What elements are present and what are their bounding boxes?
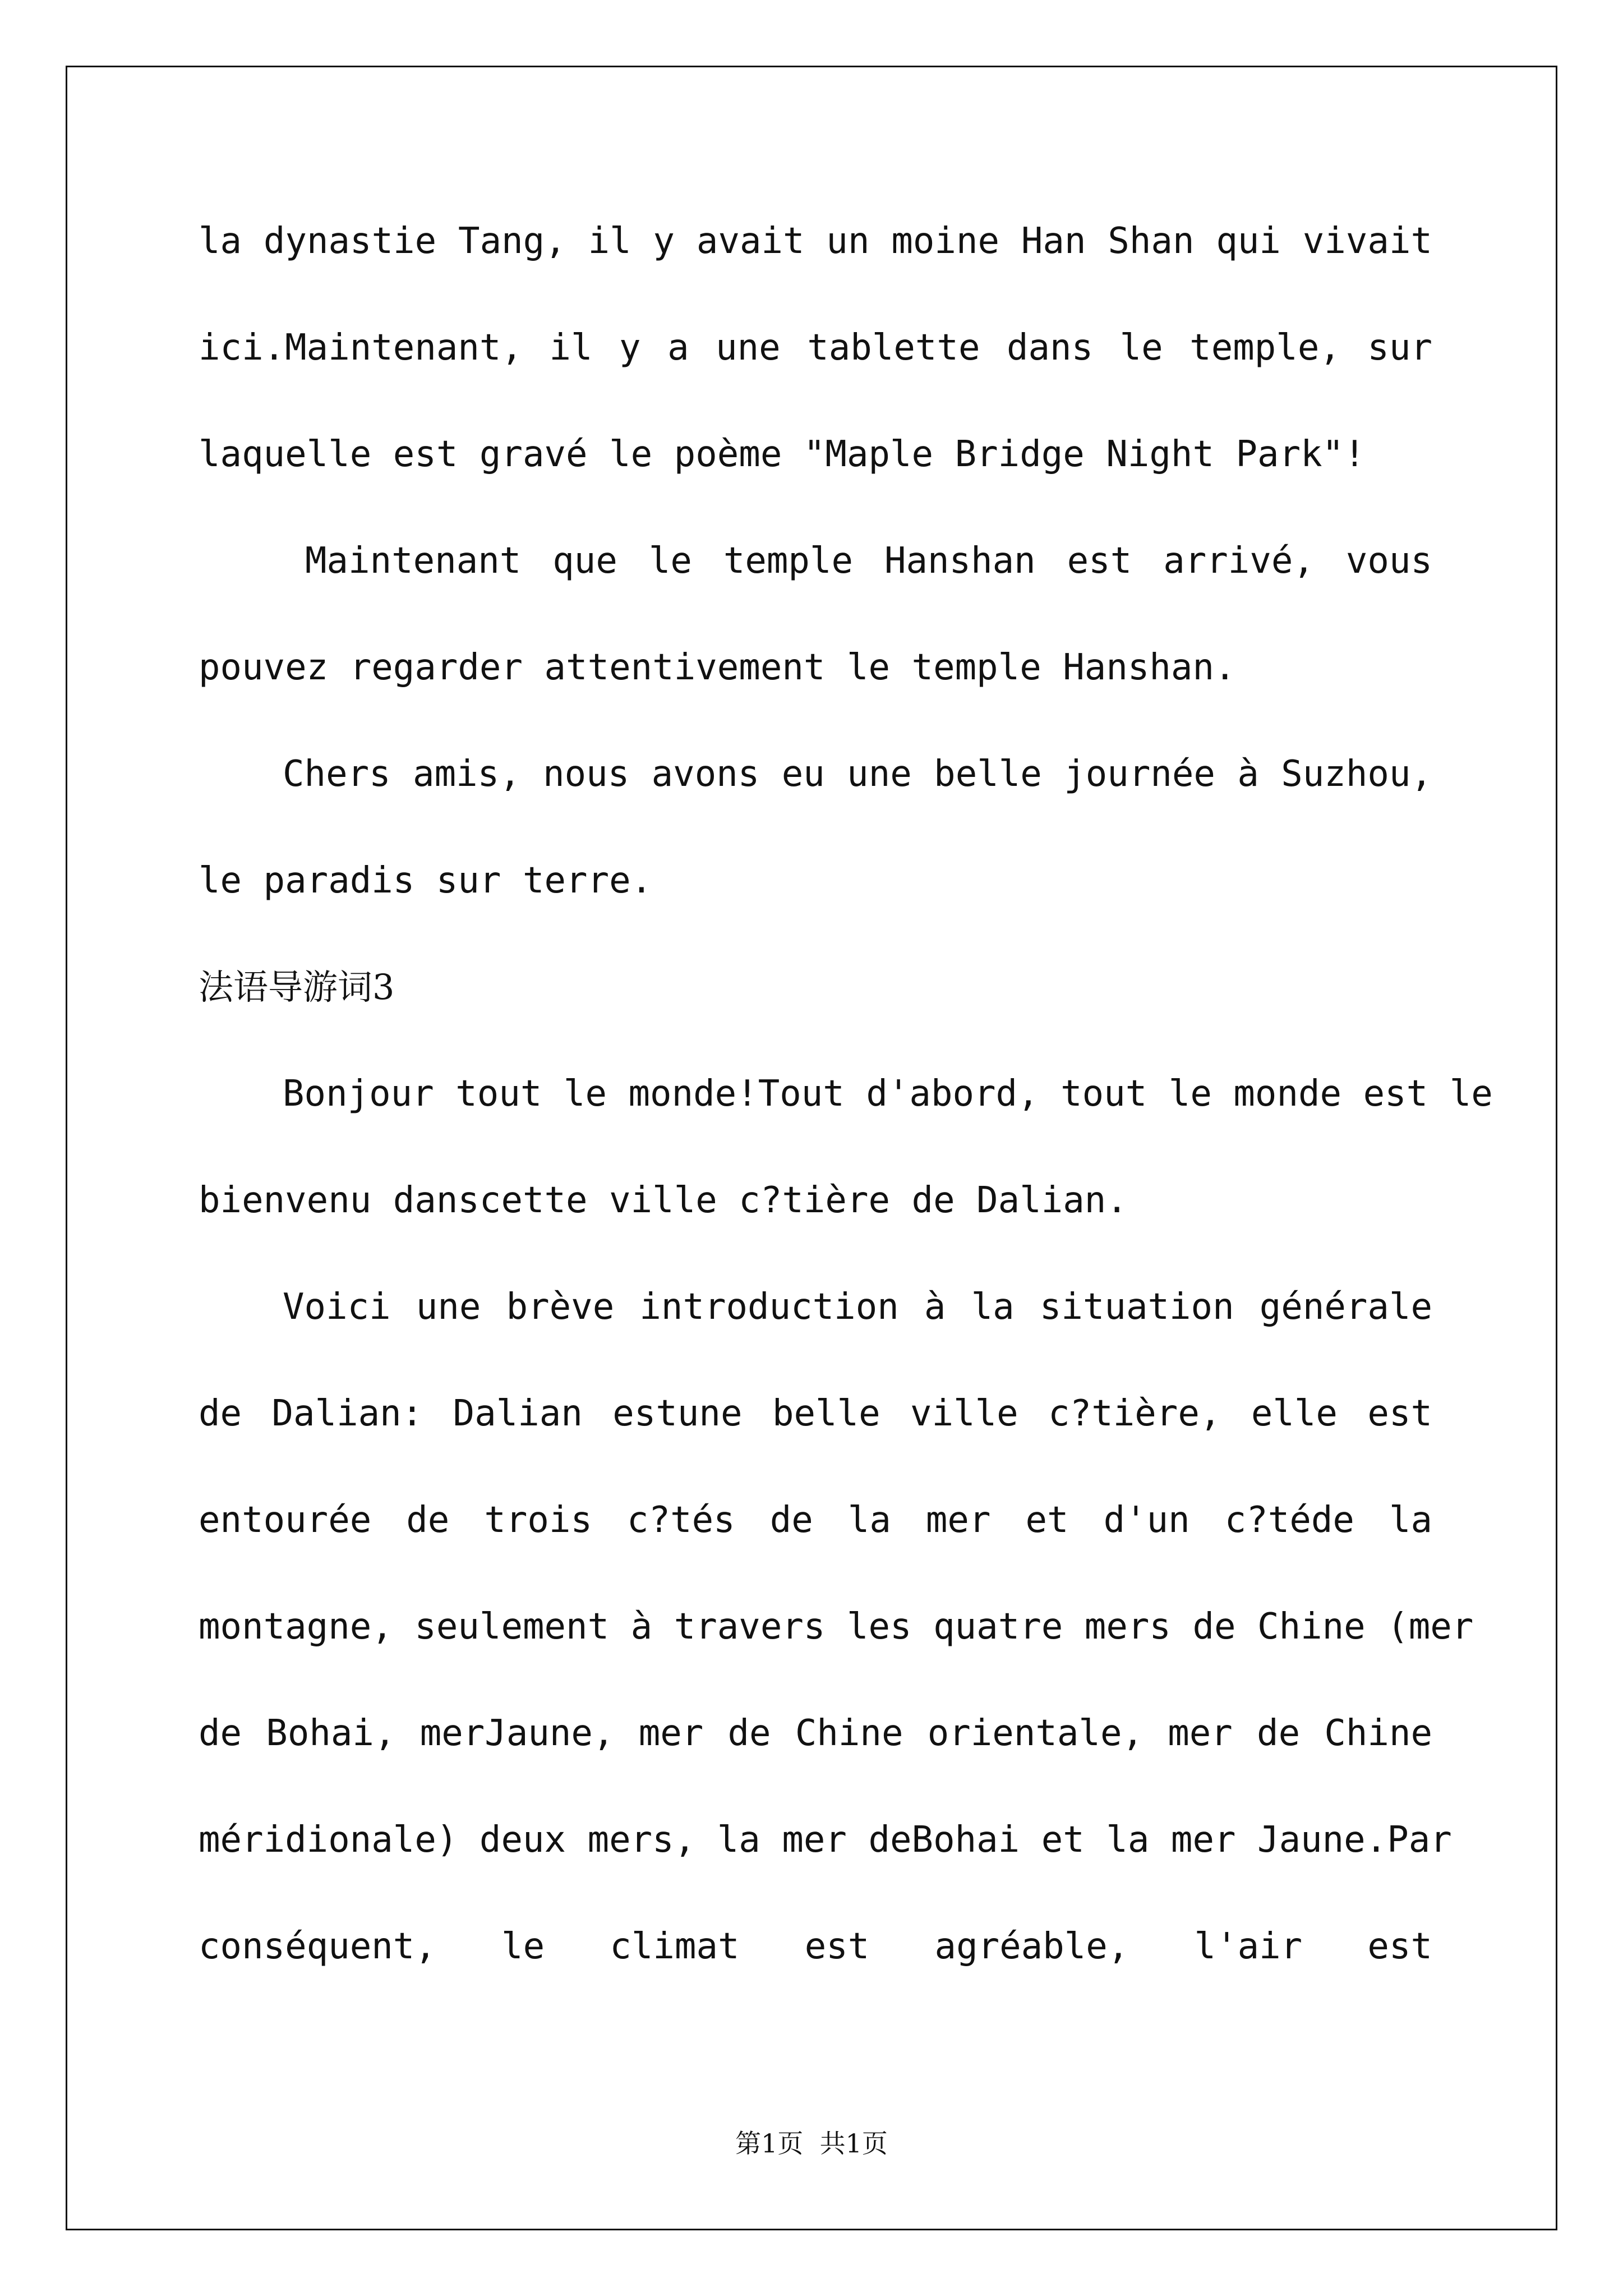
text-line: Voici une brève introduction à la situation générale	[283, 1286, 1432, 1328]
text-line: Chers amis, nous avons eu une belle journée à Suzhou,	[283, 753, 1432, 795]
text-line: laquelle est gravé le poème "Maple Bridge Night Park"!	[199, 434, 1366, 475]
text-line: le paradis sur terre.	[199, 860, 653, 901]
text-line: pouvez regarder attentivement le temple Hanshan.	[199, 647, 1236, 688]
text-line: Maintenant que le temple Hanshan est arrivé, vous	[305, 540, 1432, 582]
text-line: entourée de trois c?tés de la mer et d'un c?téde la	[199, 1499, 1432, 1541]
text-line: bienvenu danscette ville c?tière de Dalian.	[199, 1180, 1128, 1221]
text-line: Bonjour tout le monde!Tout d'abord, tout le monde est le	[283, 1073, 1493, 1115]
text-line: montagne, seulement à travers les quatre mers de Chine (mer	[199, 1606, 1474, 1648]
text-line: de Bohai, merJaune, mer de Chine orientale, mer de Chine	[199, 1713, 1432, 1754]
page-footer: 第1页 共1页	[735, 2128, 888, 2159]
text-line: conséquent, le climat est agréable, l'air est	[199, 1926, 1432, 1967]
page-frame	[66, 66, 1557, 2230]
text-line: de Dalian: Dalian estune belle ville c?tière, elle est	[199, 1393, 1432, 1434]
text-line: la dynastie Tang, il y avait un moine Han Shan qui vivait	[199, 220, 1432, 262]
text-line: ici.Maintenant, il y a une tablette dans le temple, sur	[199, 327, 1432, 369]
section-heading: 法语导游词3	[199, 967, 395, 1007]
text-line: méridionale) deux mers, la mer deBohai et la mer Jaune.Par	[199, 1819, 1452, 1861]
